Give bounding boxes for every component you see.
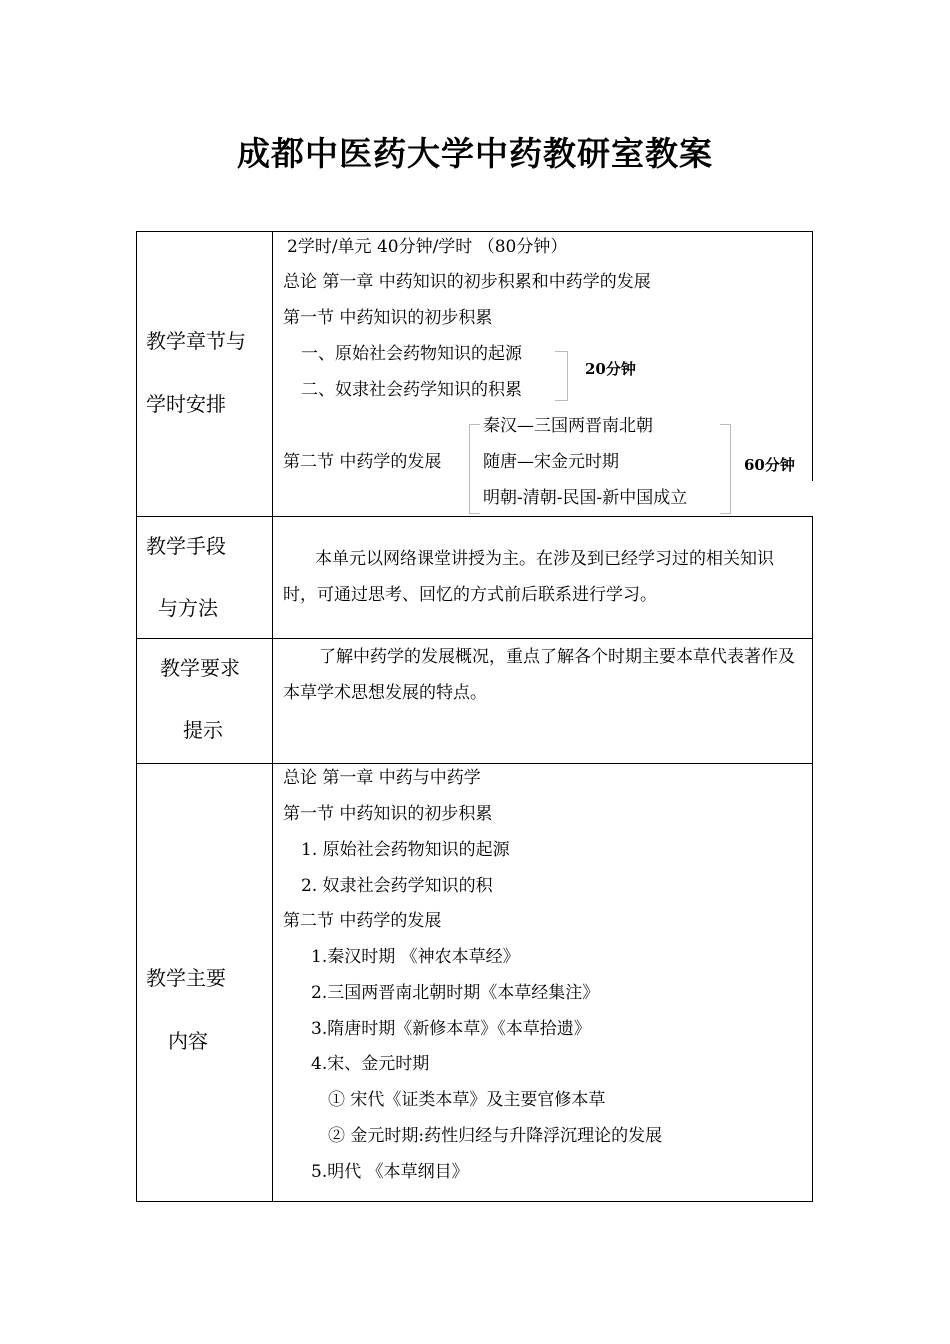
row-divider <box>136 516 813 517</box>
period-item: 秦汉—三国两晋南北朝 <box>483 416 653 436</box>
period-bracket-left <box>469 424 480 514</box>
content-line: 2. 奴隶社会药学知识的积 <box>301 876 493 896</box>
content-line: 1. 原始社会药物知识的起源 <box>301 840 510 860</box>
content-line: 4.宋、金元时期 <box>311 1054 430 1074</box>
content-line: ① 宋代《证类本草》及主要官修本草 <box>328 1090 606 1110</box>
content-line: 第二节 中药学的发展 <box>283 911 442 931</box>
methods-label: 教学手段 <box>146 534 226 558</box>
time-allocation: 20分钟 <box>585 360 636 378</box>
content-line: 3.隋唐时期《新修本草》《本草拾遗》 <box>311 1019 591 1039</box>
schedule-hours: 2学时/单元 40分钟/学时 （80分钟） <box>287 237 568 257</box>
schedule-label: 教学章节与 <box>146 329 246 353</box>
table-border-left <box>136 231 137 1202</box>
table-column-divider <box>272 231 273 1202</box>
period-bracket-right <box>720 424 731 514</box>
table-border-bottom <box>136 1201 813 1202</box>
period-item: 随唐—宋金元时期 <box>483 452 619 472</box>
time-bracket <box>555 351 568 401</box>
section-heading: 第二节 中药学的发展 <box>283 452 442 472</box>
document-title: 成都中医药大学中药教研室教案 <box>237 134 713 173</box>
content-label: 内容 <box>168 1029 208 1053</box>
table-border-top <box>136 231 813 232</box>
methods-text: 本单元以网络课堂讲授为主。在涉及到已经学习过的相关知识时，可通过思考、回忆的方式前后联系进行学习。 <box>283 549 774 605</box>
methods-label: 与方法 <box>158 596 218 620</box>
content-line: 1.秦汉时期 《神农本草经》 <box>311 947 520 967</box>
content-line: 第一节 中药知识的初步积累 <box>283 804 493 824</box>
content-line: ② 金元时期:药性归经与升降浮沉理论的发展 <box>328 1126 663 1146</box>
section-heading: 第一节 中药知识的初步积累 <box>283 308 493 328</box>
schedule-item: 一、原始社会药物知识的起源 <box>301 344 522 364</box>
content-label: 教学主要 <box>146 966 226 990</box>
content-line: 2.三国两晋南北朝时期《本草经集注》 <box>311 983 600 1003</box>
row-divider <box>136 763 813 764</box>
requirements-label: 教学要求 <box>160 656 240 680</box>
requirements-text: 了解中药学的发展概况，重点了解各个时期主要本草代表著作及本草学术思想发展的特点。 <box>283 647 795 703</box>
table-border-right <box>812 516 813 1202</box>
requirements-label: 提示 <box>183 718 223 742</box>
time-allocation: 60分钟 <box>744 456 795 474</box>
schedule-label: 学时安排 <box>146 392 226 416</box>
period-item: 明朝-清朝-民国-新中国成立 <box>483 488 688 508</box>
chapter-heading: 总论 第一章 中药知识的初步积累和中药学的发展 <box>283 272 651 292</box>
schedule-item: 二、奴隶社会药学知识的积累 <box>301 380 522 400</box>
table-border-right <box>812 231 813 481</box>
content-line: 5.明代 《本草纲目》 <box>311 1162 469 1182</box>
content-line: 总论 第一章 中药与中药学 <box>283 768 481 788</box>
